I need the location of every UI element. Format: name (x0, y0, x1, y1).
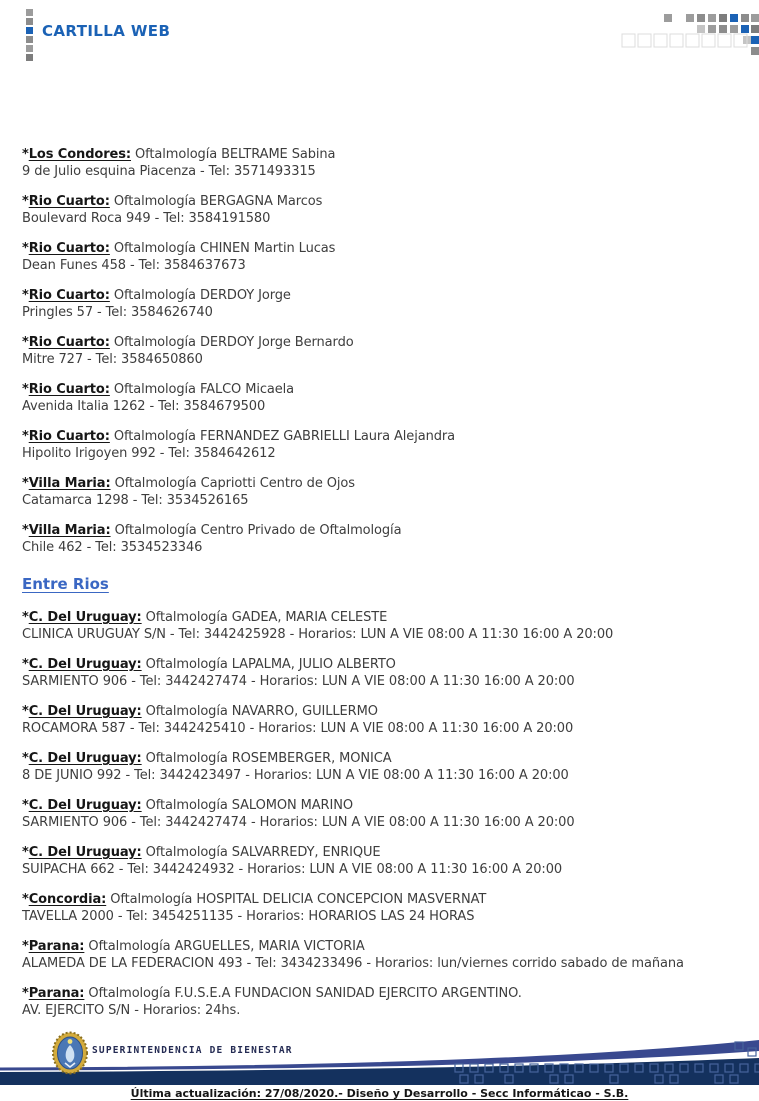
entry-provider: Oftalmología DERDOY Jorge Bernardo (113, 335, 354, 350)
entry-bullet: * (22, 523, 29, 538)
directory-entry (22, 656, 737, 690)
entry-address-phone: Catamarca 1298 - Tel: 3534526165 (22, 493, 249, 508)
entry-provider: Oftalmología NAVARRO, GUILLERMO (145, 704, 378, 719)
entry-city: C. Del Uruguay: (28, 798, 142, 813)
entry-city: Villa Maria: (28, 523, 111, 538)
directory-entry (22, 797, 737, 831)
entry-bullet: * (22, 335, 29, 350)
entry-bullet: * (22, 476, 29, 491)
org-crest-logo (53, 1033, 87, 1074)
entry-address-phone: SARMIENTO 906 - Tel: 3442427474 - Horarios: LUN A VIE 08:00 A 11:30 16:00 A 20:00 (22, 815, 575, 830)
directory-entry (22, 287, 737, 321)
page-title: CARTILLA WEB (42, 22, 171, 40)
entry-address-phone: SUIPACHA 662 - Tel: 3442424932 - Horarios: LUN A VIE 08:00 A 11:30 16:00 A 20:00 (22, 862, 563, 877)
entry-provider: Oftalmología DERDOY Jorge (113, 288, 291, 303)
entry-city: C. Del Uruguay: (28, 657, 142, 672)
entry-address-phone: Chile 462 - Tel: 3534523346 (22, 540, 203, 555)
entry-bullet: * (22, 241, 29, 256)
entry-provider: Oftalmología F.U.S.E.A FUNDACION SANIDAD EJERCITO ARGENTINO. (88, 986, 522, 1001)
entry-city: Rio Cuarto: (28, 335, 110, 350)
directory-entry (22, 844, 737, 878)
directory-entry (22, 891, 737, 925)
entry-city: C. Del Uruguay: (28, 610, 142, 625)
entry-city: Rio Cuarto: (28, 288, 110, 303)
header-pixel-decoration-icon (618, 8, 759, 60)
entry-bullet: * (22, 798, 29, 813)
entry-provider: Oftalmología SALOMON MARINO (145, 798, 353, 813)
footer-navy-band (0, 1058, 759, 1085)
entry-bullet: * (22, 194, 29, 209)
entry-city: Concordia: (28, 892, 107, 907)
entry-address-phone: ALAMEDA DE LA FEDERACION 493 - Tel: 3434233496 - Horarios: lun/viernes corrido sabado de mañana (22, 956, 684, 971)
entry-city: Parana: (28, 939, 85, 954)
entry-city: Los Condores: (28, 147, 132, 162)
entry-provider: Oftalmología FALCO Micaela (113, 382, 295, 397)
directory-entry (22, 475, 737, 509)
entry-provider: Oftalmología GADEA, MARIA CELESTE (145, 610, 388, 625)
brand-pixel-strip-icon (26, 9, 34, 62)
entry-city: Villa Maria: (28, 476, 111, 491)
entry-address-phone: Avenida Italia 1262 - Tel: 3584679500 (22, 399, 266, 414)
entry-city: C. Del Uruguay: (28, 704, 142, 719)
entry-address-phone: ROCAMORA 587 - Tel: 3442425410 - Horarios: LUN A VIE 08:00 A 11:30 16:00 A 20:00 (22, 721, 574, 736)
entry-provider: Oftalmología BELTRAME Sabina (135, 147, 336, 162)
entry-address-phone: AV. EJERCITO S/N - Horarios: 24hs. (22, 1003, 241, 1018)
entry-city: Rio Cuarto: (28, 382, 110, 397)
entry-bullet: * (22, 986, 29, 1001)
entry-provider: Oftalmología CHINEN Martin Lucas (113, 241, 336, 256)
entry-provider: Oftalmología HOSPITAL DELICIA CONCEPCION MASVERNAT (110, 892, 487, 907)
directory-entry (22, 985, 737, 1019)
entry-bullet: * (22, 751, 29, 766)
entry-bullet: * (22, 892, 29, 907)
directory-entry (22, 193, 737, 227)
directory-entry (22, 609, 737, 643)
entry-address-phone: CLINICA URUGUAY S/N - Tel: 3442425928 - Horarios: LUN A VIE 08:00 A 11:30 16:00 A 20:00 (22, 627, 614, 642)
entry-bullet: * (22, 657, 29, 672)
entry-bullet: * (22, 288, 29, 303)
directory-entry (22, 428, 737, 462)
directory-entry (22, 522, 737, 556)
entry-address-phone: Pringles 57 - Tel: 3584626740 (22, 305, 213, 320)
entry-bullet: * (22, 382, 29, 397)
section-heading: Entre Rios (22, 575, 109, 593)
header (0, 0, 759, 62)
entry-provider: Oftalmología FERNANDEZ GABRIELLI Laura Alejandra (113, 429, 455, 444)
entry-address-phone: SARMIENTO 906 - Tel: 3442427474 - Horarios: LUN A VIE 08:00 A 11:30 16:00 A 20:00 (22, 674, 575, 689)
entry-address-phone: Mitre 727 - Tel: 3584650860 (22, 352, 203, 367)
entry-provider: Oftalmología LAPALMA, JULIO ALBERTO (145, 657, 396, 672)
footer (0, 1030, 759, 1101)
entry-city: Parana: (28, 986, 85, 1001)
entry-city: Rio Cuarto: (28, 241, 110, 256)
entry-bullet: * (22, 610, 29, 625)
entry-city: Rio Cuarto: (28, 429, 110, 444)
entry-city: C. Del Uruguay: (28, 751, 142, 766)
entry-bullet: * (22, 845, 29, 860)
entry-bullet: * (22, 939, 29, 954)
directory (22, 146, 737, 1032)
entry-address-phone: Boulevard Roca 949 - Tel: 3584191580 (22, 211, 271, 226)
entry-address-phone: TAVELLA 2000 - Tel: 3454251135 - Horarios: HORARIOS LAS 24 HORAS (22, 909, 475, 924)
entry-city: Rio Cuarto: (28, 194, 110, 209)
entry-address-phone: Dean Funes 458 - Tel: 3584637673 (22, 258, 246, 273)
directory-entry (22, 381, 737, 415)
entry-provider: Oftalmología Capriotti Centro de Ojos (114, 476, 355, 491)
directory-entry (22, 334, 737, 368)
directory-entry (22, 938, 737, 972)
entry-bullet: * (22, 147, 29, 162)
directory-entry (22, 703, 737, 737)
directory-entry (22, 750, 737, 784)
update-status-line: Última actualización: 27/08/2020.- Diseño y Desarrollo - Secc Informáticao - S.B. (130, 1087, 629, 1100)
entry-provider: Oftalmología ROSEMBERGER, MONICA (145, 751, 392, 766)
entry-provider: Oftalmología ARGUELLES, MARIA VICTORIA (88, 939, 365, 954)
org-name: SUPERINTENDENCIA DE BIENESTAR (92, 1045, 293, 1056)
entry-address-phone: 8 DE JUNIO 992 - Tel: 3442423497 - Horarios: LUN A VIE 08:00 A 11:30 16:00 A 20:00 (22, 768, 569, 783)
entry-city: C. Del Uruguay: (28, 845, 142, 860)
entry-provider: Oftalmología SALVARREDY, ENRIQUE (145, 845, 381, 860)
entry-address-phone: Hipolito Irigoyen 992 - Tel: 3584642612 (22, 446, 276, 461)
entry-address-phone: 9 de Julio esquina Piacenza - Tel: 3571493315 (22, 164, 316, 179)
entry-bullet: * (22, 704, 29, 719)
directory-entry (22, 146, 737, 180)
directory-entry (22, 240, 737, 274)
entry-bullet: * (22, 429, 29, 444)
entry-provider: Oftalmología BERGAGNA Marcos (113, 194, 323, 209)
entry-provider: Oftalmología Centro Privado de Oftalmología (114, 523, 402, 538)
